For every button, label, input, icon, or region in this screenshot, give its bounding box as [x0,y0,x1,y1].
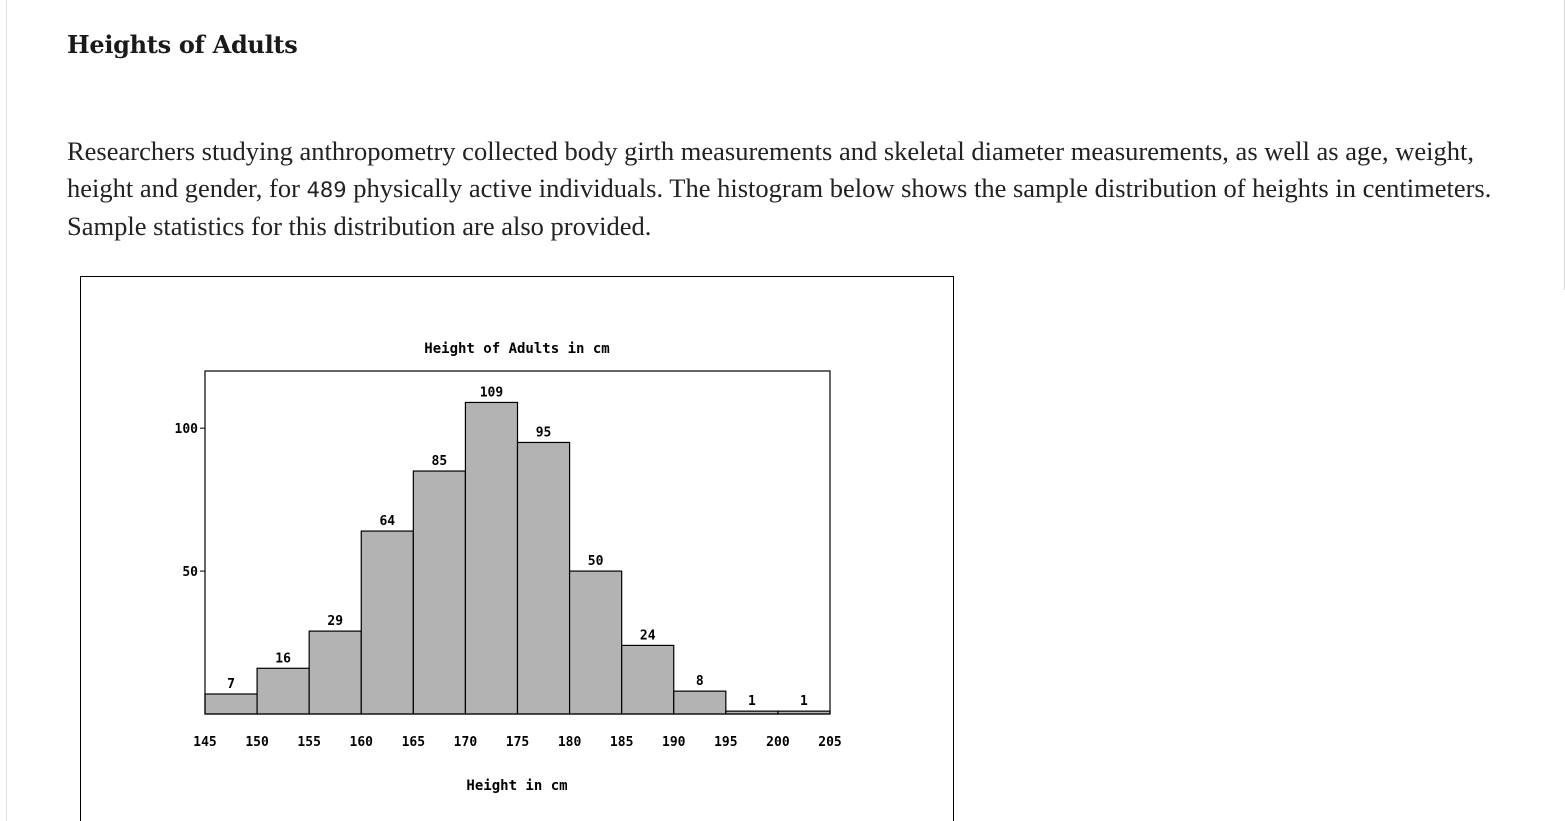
bar-value-label: 95 [535,425,552,441]
bar-value-label: 16 [275,651,291,667]
x-tick-label: 200 [766,735,790,750]
histogram-chart [81,277,953,821]
x-tick-label: 205 [818,735,842,750]
bar-value-label: 64 [379,514,396,530]
x-axis-label: Height in cm [466,778,568,794]
histogram-bar [570,571,622,714]
x-tick-label: 190 [662,735,686,750]
x-tick-label: 180 [557,735,582,750]
histogram-bar [361,531,413,714]
x-tick-label: 160 [349,735,373,750]
bar-value-label: 24 [639,628,656,644]
histogram-bar [257,668,309,714]
page-title: Heights of Adults [67,30,298,59]
intro-text-start: Researchers studying anthropometry collected body girth measurements and skeletal diameter measurements, as well as age, weight, height and gender, for [67,136,1474,203]
bar-value-label: 8 [695,674,704,690]
sample-size: 489 [306,177,347,202]
x-tick-label: 155 [297,735,321,750]
y-axis [175,422,205,580]
y-tick-label: 50 [182,565,198,581]
bar-value-label: 1 [747,694,756,710]
x-tick-label: 145 [193,735,217,750]
chart-title: Height of Adults in cm [424,341,610,357]
bar-value-label: 50 [587,554,604,570]
x-axis [193,735,841,750]
bar-value-label: 7 [227,676,235,692]
chart-frame [80,276,954,821]
histogram-bar [205,694,257,714]
x-tick-label: 195 [714,735,738,750]
x-tick-label: 170 [453,735,478,750]
bar-value-label: 85 [431,454,448,470]
y-tick-label: 100 [174,422,198,438]
left-divider [6,0,7,821]
x-tick-label: 175 [505,735,530,750]
x-tick-label: 150 [245,735,269,750]
histogram-bar [674,691,726,714]
bar-value-label: 1 [800,694,808,710]
bar-value-label: 29 [327,614,344,630]
histogram-bar [309,631,361,714]
histogram-bar [622,645,674,714]
intro-paragraph [67,133,1507,245]
histogram-bar [518,442,570,714]
bar-value-label: 109 [479,385,504,401]
x-tick-label: 165 [401,735,426,750]
bars-group [205,402,830,714]
histogram-bar [465,402,517,714]
intro-text-end: physically active individuals. The histogram below shows the sample distribution of heights in centimeters. Sample statistics for this distribution are also provided. [67,172,1492,241]
x-tick-label: 185 [609,735,634,750]
histogram-bar [413,471,465,714]
